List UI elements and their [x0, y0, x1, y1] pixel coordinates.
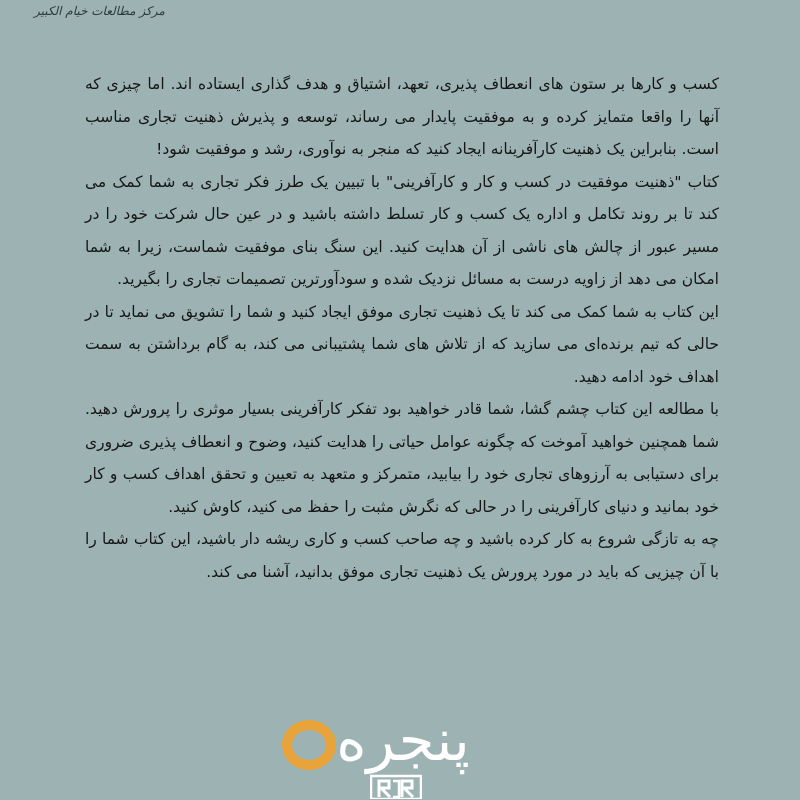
paragraph-4: با مطالعه این کتاب چشم گشا، شما قادر خواهید بود تفکر کارآفرینی بسیار موثری را پرورش دهید. شما همچنین خواهید آموخت که چگونه عوامل حیاتی را هدایت کنید، وضوح و انعطاف پذیری ضروری برای دستیابی به آرزوهای تجاری خود را بیابید، متمرکز و متعهد به تعیین و تحقق اهداف کسب و کار خود بمانید و دنیای کارآفرینی را در حالی که نگرش مثبت را حفظ می کنید، کاوش کنید.: [85, 400, 719, 516]
publisher-mark: مرکز مطالعات خیام الکبیر: [34, 4, 165, 18]
paragraph-1: کسب و کارها بر ستون های انعطاف پذیری، تعهد، اشتیاق و هدف گذاری ایستاده اند. اما چیزی که آنها را واقعا متمایز کرده و به موفقیت پایدار می رساند، توسعه و پذیرش ذهنیت تجاری مناسب است. بنابراین یک ذهنیت کارآفرینانه ایجاد کنید که منجر به نوآوری، رشد و موفقیت شود!: [85, 75, 719, 158]
logo-ring-icon: [282, 720, 336, 770]
brand-logo: پنجره: [336, 706, 470, 774]
paragraph-5: چه به تازگی شروع به کار کرده باشید و چه صاحب کسب و کاری ریشه دار باشید، این کتاب شما را با آن چیزیی که باید در مورد پرورش یک ذهنیت تجاری موفق بدانید، آشنا می کند.: [85, 530, 719, 581]
publisher-emblem-icon: [370, 773, 422, 799]
paragraph-2: کتاب "ذهنیت موفقیت در کسب و کار و کارآفرینی" با تبیین یک طرز فکر تجاری به شما کمک می کند تا بر روند تکامل و اداره یک کسب و کار تسلط داشته باشید و در عین حال شرکت خود را در مسیر عبور از چالش های ناشی از آن هدایت کنید. این سنگ بنای موفقیت شماست، زیرا به شما امکان می دهد از زاویه درست به مسائل نزدیک شده و سودآورترین تصمیمات تجاری را بگیرید.: [85, 172, 719, 288]
paragraph-3: این کتاب به شما کمک می کند تا یک ذهنیت تجاری موفق ایجاد کنید و شما را تشویق می نماید تا در حالی که تیم برنده‌ای می سازید که از تلاش های شما پشتیبانی می کند، به گام برداشتن به سمت اهداف خود ادامه دهید.: [85, 302, 719, 386]
book-description: [85, 68, 719, 588]
